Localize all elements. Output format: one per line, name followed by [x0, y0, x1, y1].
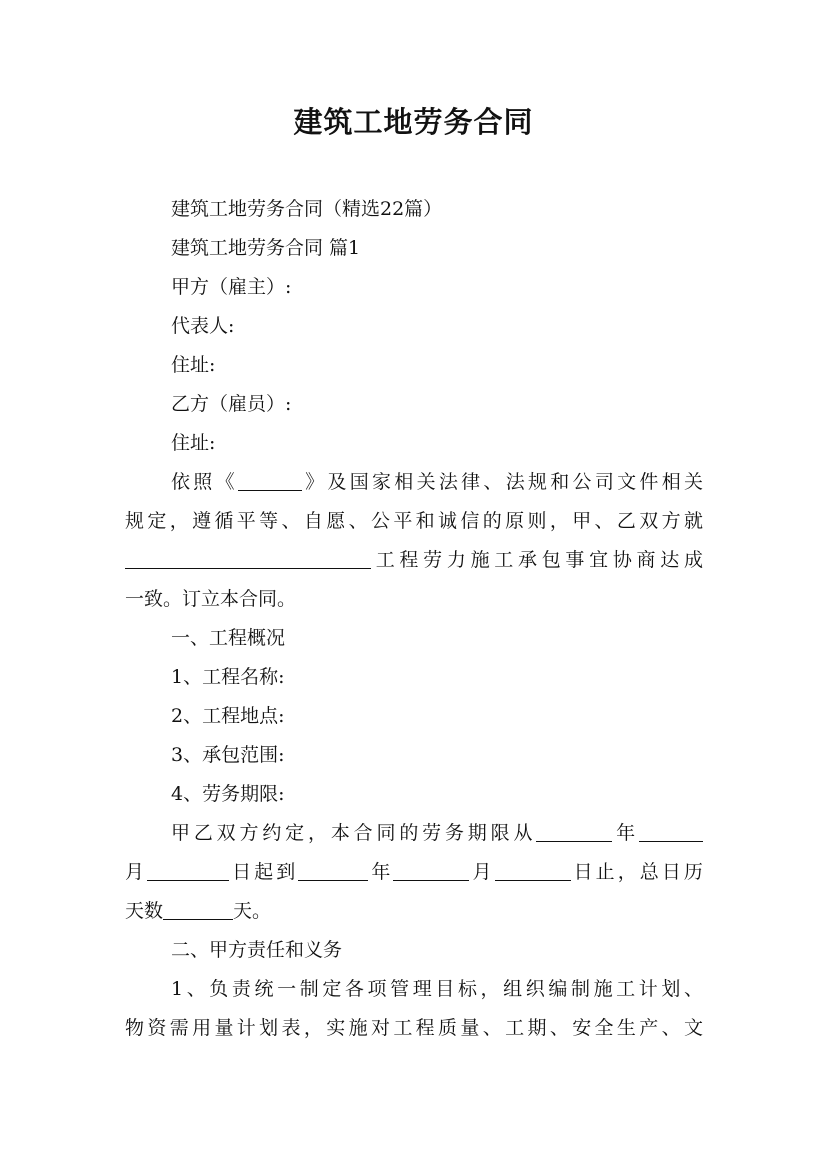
- address-b-line: 住址:: [171, 432, 216, 454]
- para1-text-b: 》及国家相关法律、法规和公司文件相关: [301, 471, 703, 493]
- intro-line: 建筑工地劳务合同（精选22篇）: [171, 198, 443, 220]
- section-2-heading: 二、甲方责任和义务: [171, 939, 343, 961]
- paragraph-2-line-3: [125, 892, 703, 931]
- paragraph-1-line-1: [125, 463, 703, 502]
- end-month-blank: [393, 858, 469, 881]
- start-year-blank: [536, 819, 612, 842]
- start-month-blank: [639, 819, 703, 842]
- para2-year-label: 年: [612, 822, 639, 844]
- para2-days-end: 天。: [233, 900, 272, 922]
- item-3: 3、承包范围:: [171, 744, 285, 766]
- duty-1-line-2: 物资需用量计划表，实施对工程质量、工期、安全生产、文: [125, 1017, 703, 1039]
- start-day-blank: [147, 858, 229, 881]
- address-a-line: 住址:: [171, 354, 216, 376]
- paragraph-1-line-4: 一致。订立本合同。: [125, 588, 297, 610]
- item-2: 2、工程地点:: [171, 705, 285, 727]
- item-4: 4、劳务期限:: [171, 783, 285, 805]
- para2-end-label: 日止，总日历: [570, 861, 703, 883]
- project-name-blank: [125, 546, 371, 569]
- representative-line: 代表人:: [171, 315, 235, 337]
- total-days-blank: [163, 897, 233, 920]
- para2-text-a: 甲乙双方约定，本合同的劳务期限从: [171, 822, 537, 844]
- party-a-line: 甲方（雇主）:: [171, 276, 292, 298]
- duty-1-line-1: 1、负责统一制定各项管理目标，组织编制施工计划、: [171, 978, 703, 1000]
- end-year-blank: [298, 858, 368, 881]
- para2-day-start-label: 日起到: [229, 861, 299, 883]
- para1-line3-text: 工程劳力施工承包事宜协商达成: [371, 549, 703, 571]
- document-body: [125, 190, 703, 1048]
- paragraph-2-line-2: [125, 853, 703, 892]
- law-name-blank: [238, 468, 302, 491]
- para2-year2-label: 年: [368, 861, 394, 883]
- paragraph-1-line-2: 规定，遵循平等、自愿、公平和诚信的原则，甲、乙双方就: [125, 510, 703, 532]
- document-title: 建筑工地劳务合同: [293, 105, 534, 139]
- end-day-blank: [495, 858, 571, 881]
- section-1-heading: 一、工程概况: [171, 627, 286, 649]
- paragraph-2-line-1: [125, 814, 703, 853]
- para1-text-a: 依照《: [171, 471, 238, 493]
- para2-month-label: 月: [125, 861, 148, 883]
- para2-days-label: 天数: [125, 900, 164, 922]
- part-heading: 建筑工地劳务合同 篇1: [171, 237, 361, 259]
- item-1: 1、工程名称:: [171, 666, 285, 688]
- para2-month2-label: 月: [469, 861, 495, 883]
- paragraph-1-line-3: [125, 541, 703, 580]
- party-b-line: 乙方（雇员）:: [171, 393, 292, 415]
